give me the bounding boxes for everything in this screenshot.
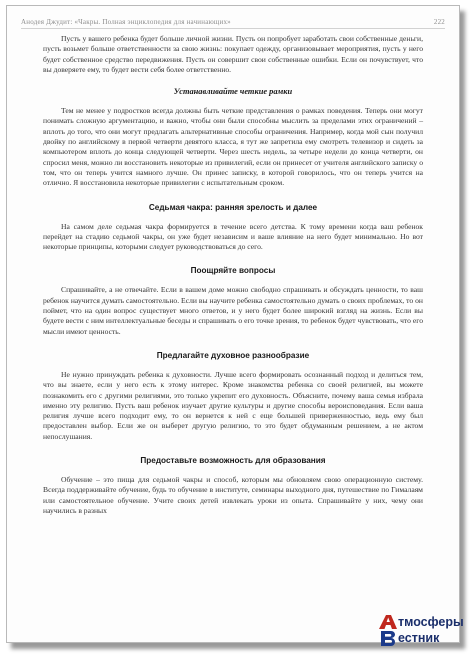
paragraph: Тем не менее у подростков всегда должны быть четкие представления о рамках поведения. Теперь они могут понимать сложную аргументацию, и важно, чтобы они были способны мыслить за пределами этих ограничений – вплоть до того, что они могут предлагать альтернативные способы ограничения. Например, когда мой сын получил двойку по английскому в первой четверти девятого класса, я тут же запретила ему смотреть телевизор и сидеть за компьютером вплоть до конца следующей четверти. Через шесть недель, за четыре недели до конца четверти, он спросил меня, можно ли восстановить некоторые из привилегий, если он принесет от учителя английского записку о том, что он теперь учится намного лучше. Он принес записку, в которой говорилось, что он теперь учится на отлично. Я восстановила некоторые привилегии с испытательным сроком.: [43, 106, 423, 188]
page-number: 222: [433, 18, 445, 26]
logo-letter-marks-icon: [378, 614, 400, 648]
paragraph: Не нужно принуждать ребенка к духовности. Лучше всего формировать осознанный подход и делиться тем, что вы знаете, если у него есть к этому интерес. Кроме знакомства ребенка со своей религией, вы можете познакомить его с другими религиями, это только укрепит его духовность. Объясните, почему ваша семья избрала именно эту религию. Пусть ваш ребенок изучает другие культуры и другие способы вероисповедания. Если ваша религия лучше всего подходит ему, то он вернется к ней с еще большей приверженностью, ведь ему был предоставлен выбор. Если же он выберет другую религию, то это будет обдуманным решением, а не актом непослушания.: [43, 369, 423, 441]
section-heading: Предлагайте духовное разнообразие: [156, 350, 310, 360]
paragraph: Обучение – это пища для седьмой чакры и способ, которым мы обновляем свою операционную систему. Всегда поддерживайте обучение, будь то обучение в институте, семинары выходного дня, путешествие по Гималаям или самостоятельное обучение. Учите своих детей извлекать уроки из опыта. Спрашивайте у них, чему они научились в разных: [43, 475, 423, 515]
logo-line-1: тмосферы: [398, 615, 464, 629]
running-header: [21, 18, 445, 29]
logo-line-2: естник: [398, 631, 440, 645]
section-heading: Поощряйте вопросы: [190, 266, 276, 276]
paragraph: Пусть у вашего ребенка будет больше личной жизни. Пусть он попробует заработать свои собственные деньги, пусть возьмет больше ответственности за свою жизнь: покупает одежду, организовывает мероприятия, пусть у него будет собственное средство передвижения. Пусть он совершит свои собственные ошибки. Если он почувствует, что вы доверяете ему, то будет вести себя более ответственно.: [43, 34, 423, 74]
section-heading: Предоставьте возможность для образования: [140, 456, 326, 466]
running-header-title: Анодея Джудит: «Чакры. Полная энциклопедия для начинающих»: [21, 18, 231, 26]
atmosfery-vestnik-logo: [378, 612, 470, 650]
page-content: [43, 34, 423, 516]
document-page: [6, 5, 460, 643]
paragraph: Спрашивайте, а не отвечайте. Если в вашем доме можно свободно спрашивать и обсуждать ценности, то ваш ребенок научится думать самостоятельно. Если вы научите ребенка самостоятельно думать о своих проблемах, то он поймет, что на один вопрос существует много ответов, и у него будет более широкий взгляд на жизнь. Если вы будете вести с ним интеллектуальные беседы и спрашивать о его точке зрения, то ребенок будет чувствовать, что его мысли имеют ценность.: [43, 285, 423, 336]
section-heading: Седьмая чакра: ранняя зрелость и далее: [148, 202, 318, 212]
section-heading: Устанавливайте четкие рамки: [173, 87, 293, 97]
paragraph: На самом деле седьмая чакра формируется в течение всего детства. К тому времени когда ваш ребенок перейдет на стадию седьмой чакры, он уже будет независим и ваше влияние на него будет минимально. Но вот некоторые принципы, которыми следует руководствоваться до сего.: [43, 221, 423, 252]
